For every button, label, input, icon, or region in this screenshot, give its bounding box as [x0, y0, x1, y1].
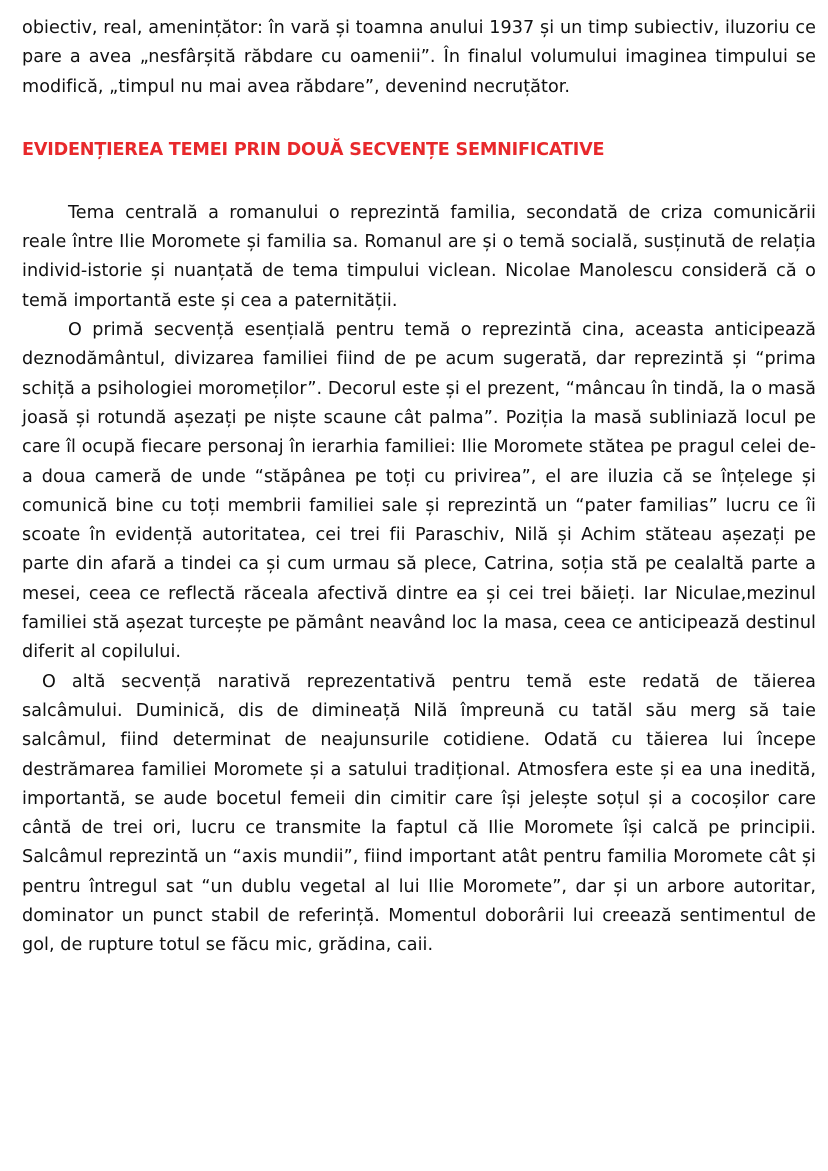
- intro-paragraph: obiectiv, real, amenințător: în vară și toamna anului 1937 și un timp subiectiv, iluzoriu ce pare a avea „nesfârșită răbdare cu oamenii”. În finalul volumului imaginea timpului se modifică, „timpul nu mai avea răbdare”, devenind necruțător.: [22, 18, 816, 97]
- paragraph-acacia-scene: O altă secvență narativă reprezentativă pentru temă este redată de tăierea salcâmului. Duminică, dis de dimineață Nilă împreună cu tatăl său merg să taie salcâmul, fiind determinat de neajunsurile cotidiene. Odată cu tăierea lui începe destrămarea familiei Moromete și a satului tradițional. Atmosfera este și ea una inedită, importantă, se aude bocetul femeii din cimitir care își jelește soțul și a cocoșilor care cântă de trei ori, lucru ce transmite la faptul că Ilie Moromete își calcă pe principii. Salcâmul reprezintă un “axis mundii”, fiind important atât pentru familia Moromete cât și pentru întregul sat “un dublu vegetal al lui Ilie Moromete”, dar și un arbore autoritar, dominator un punct stabil de referință. Momentul doborârii lui creează sentimentul de gol, de rupture totul se făcu mic, grădina, caii.: [22, 671, 816, 956]
- section-heading: EVIDENȚIEREA TEMEI PRIN DOUĂ SECVENȚE SEMNIFICATIVE: [22, 139, 605, 160]
- document-page: [22, 14, 816, 961]
- paragraph-theme: Tema centrală a romanului o reprezintă familia, secondată de criza comunicării reale între Ilie Moromete și familia sa. Romanul are și o temă socială, susținută de relația individ-istorie și nuanțată de tema timpului viclean. Nicolae Manolescu consideră că o temă importantă este și cea a paternității.: [22, 202, 816, 311]
- paragraph-dinner-scene: O primă secvență esențială pentru temă o reprezintă cina, aceasta anticipează deznodământul, divizarea familiei fiind de pe acum sugerată, dar reprezintă și “prima schiță a psihologiei moromeților”. Decorul este și el prezent, “mâncau în tindă, la o masă joasă și rotundă așezați pe niște scaune cât palma”. Poziția la masă subliniază locul pe care îl ocupă fiecare personaj în ierarhia familiei: Ilie Moromete stătea pe pragul celei de-a doua cameră de unde “stăpânea pe toți cu privirea”, el are iluzia că se înțelege și comunică bine cu toți membrii familiei sale și reprezintă un “pater familias” lucru ce îi scoate în evidență autoritatea, cei trei fii Paraschiv, Nilă și Achim stăteau așezați pe parte din afară a tindei ca și cum urmau să plece, Catrina, soția stă pe cealaltă parte a mesei, ceea ce reflectă răceala afectivă dintre ea și cei trei băieți. Iar Niculae,mezinul familiei stă așezat turcește pe pământ neavând loc la masa, ceea ce anticipează destinul diferit al copilului.: [22, 320, 816, 663]
